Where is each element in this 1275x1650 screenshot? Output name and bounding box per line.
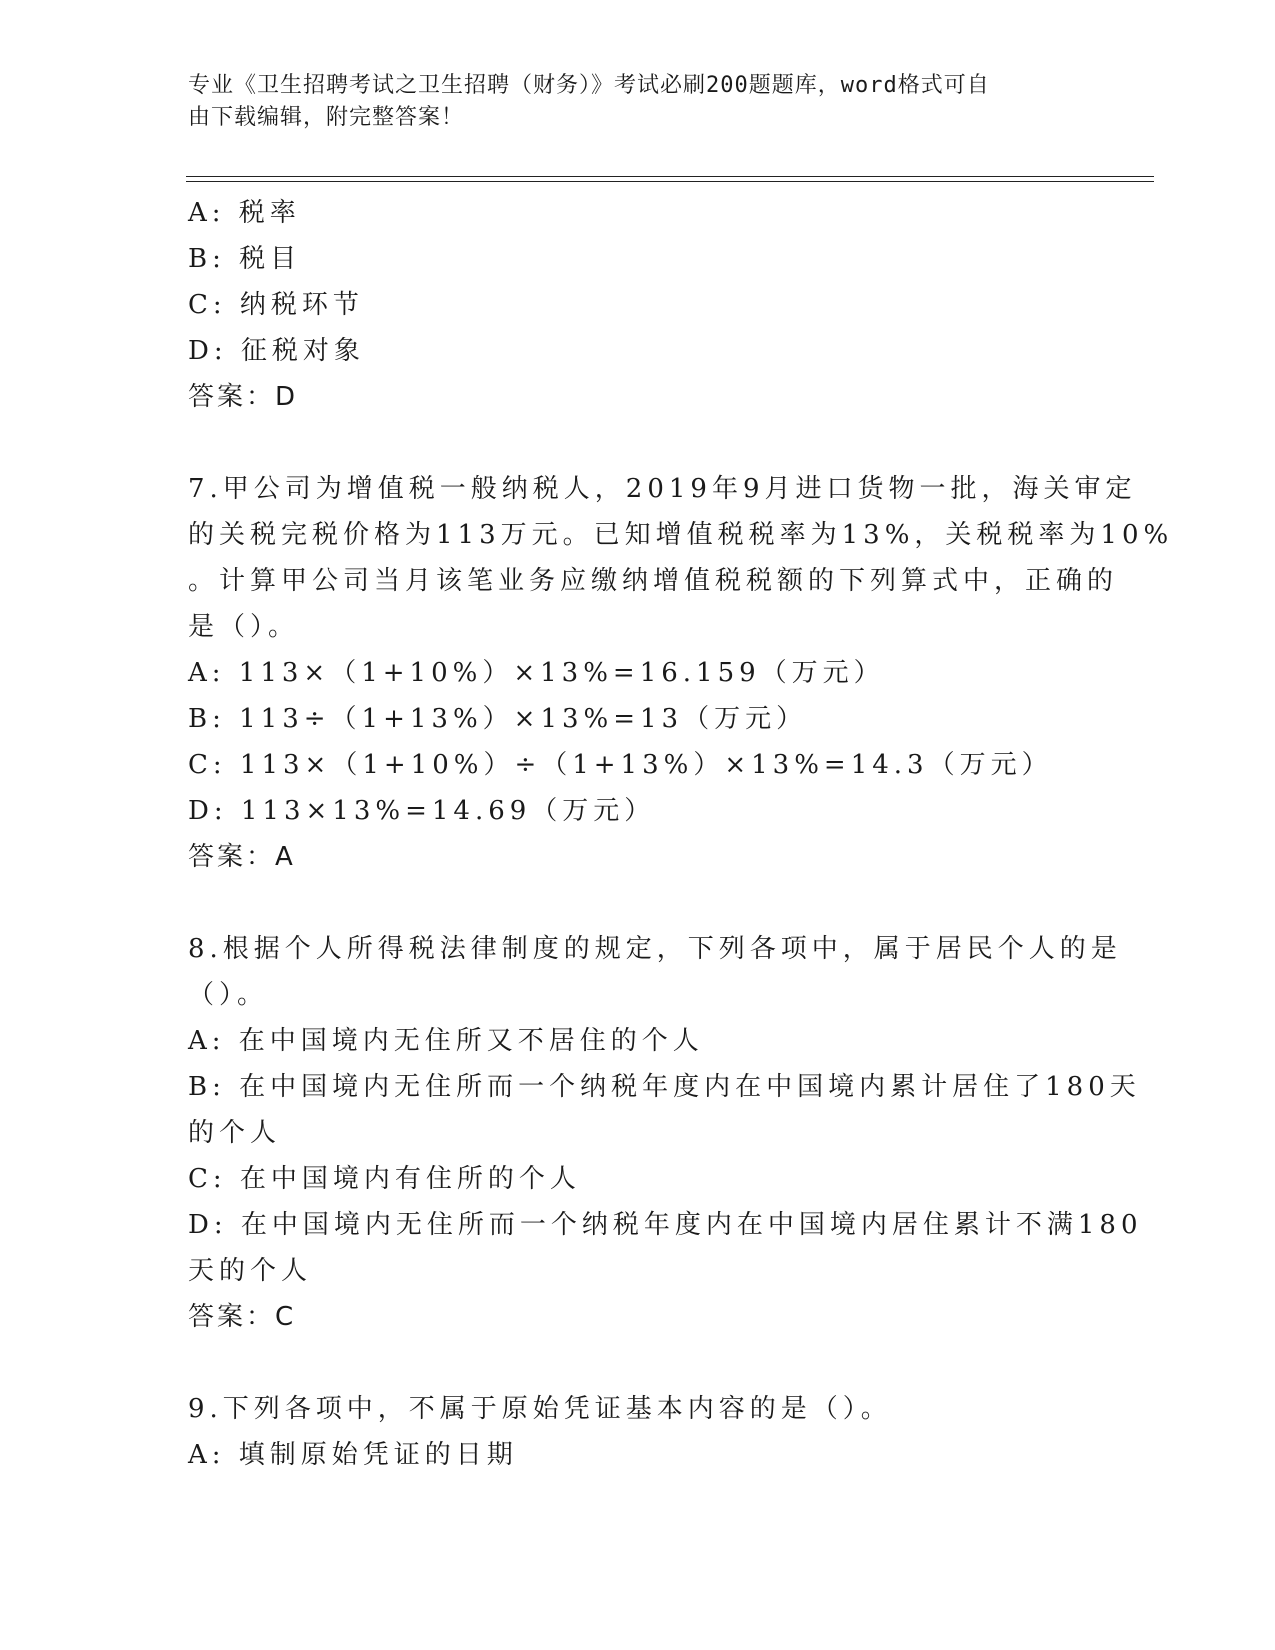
header-line-2: 由下载编辑，附完整答案！ <box>188 105 465 130</box>
answer: 答案：D <box>188 382 299 412</box>
answer: 答案：A <box>188 842 296 872</box>
document-body <box>188 190 1174 1478</box>
option-d-continued: 天的个人 <box>188 1256 313 1286</box>
header-divider-top <box>186 176 1154 177</box>
answer: 答案：C <box>188 1302 297 1332</box>
question-7 <box>188 466 1174 880</box>
option-a: A: 113×（1+10%）×13%=16.159（万元） <box>188 658 885 688</box>
question-9 <box>188 1386 1088 1478</box>
question-stem-line: 是（）。 <box>188 612 300 642</box>
spacer <box>188 880 1088 926</box>
spacer <box>188 420 1088 466</box>
option-d: D: 113×13%=14.69（万元） <box>188 796 656 826</box>
option-b-continued: 的个人 <box>188 1118 282 1148</box>
question-stem-line: （）。 <box>188 980 269 1010</box>
question-6 <box>188 190 1088 420</box>
option-b: B: 113÷（1+13%）×13%=13（万元） <box>188 704 808 734</box>
option-d: D: 在中国境内无住所而一个纳税年度内在中国境内居住累计不满180 <box>188 1210 1143 1240</box>
question-8 <box>188 926 1143 1340</box>
question-stem-line: 9.下列各项中，不属于原始凭证基本内容的是（）。 <box>188 1394 892 1424</box>
option-b: B: 税目 <box>188 244 302 274</box>
option-b: B: 在中国境内无住所而一个纳税年度内在中国境内累计居住了180天 <box>188 1072 1141 1102</box>
question-stem-line: 8.根据个人所得税法律制度的规定，下列各项中，属于居民个人的是 <box>188 934 1122 964</box>
option-d: D: 征税对象 <box>188 336 365 366</box>
option-a: A: 填制原始凭证的日期 <box>188 1440 518 1470</box>
option-c: C: 纳税环节 <box>188 290 364 320</box>
header-divider-bottom <box>186 181 1154 182</box>
question-stem-line: 7.甲公司为增值税一般纳税人，2019年9月进口货物一批，海关审定 <box>188 474 1137 504</box>
option-c: C: 113×（1+10%）÷（1+13%）×13%=14.3（万元） <box>188 750 1053 780</box>
option-a: A: 税率 <box>188 198 301 228</box>
option-a: A: 在中国境内无住所又不居住的个人 <box>188 1026 704 1056</box>
option-c: C: 在中国境内有住所的个人 <box>188 1164 581 1194</box>
header-line-1: 专业《卫生招聘考试之卫生招聘（财务）》考试必刷200题题库，word格式可自 <box>188 73 990 98</box>
document-header <box>188 70 1068 134</box>
spacer <box>188 1340 1088 1386</box>
question-stem-line: 的关税完税价格为113万元。已知增值税税率为13%，关税税率为10% <box>188 520 1174 550</box>
question-stem-line: 。计算甲公司当月该笔业务应缴纳增值税税额的下列算式中，正确的 <box>188 566 1119 596</box>
